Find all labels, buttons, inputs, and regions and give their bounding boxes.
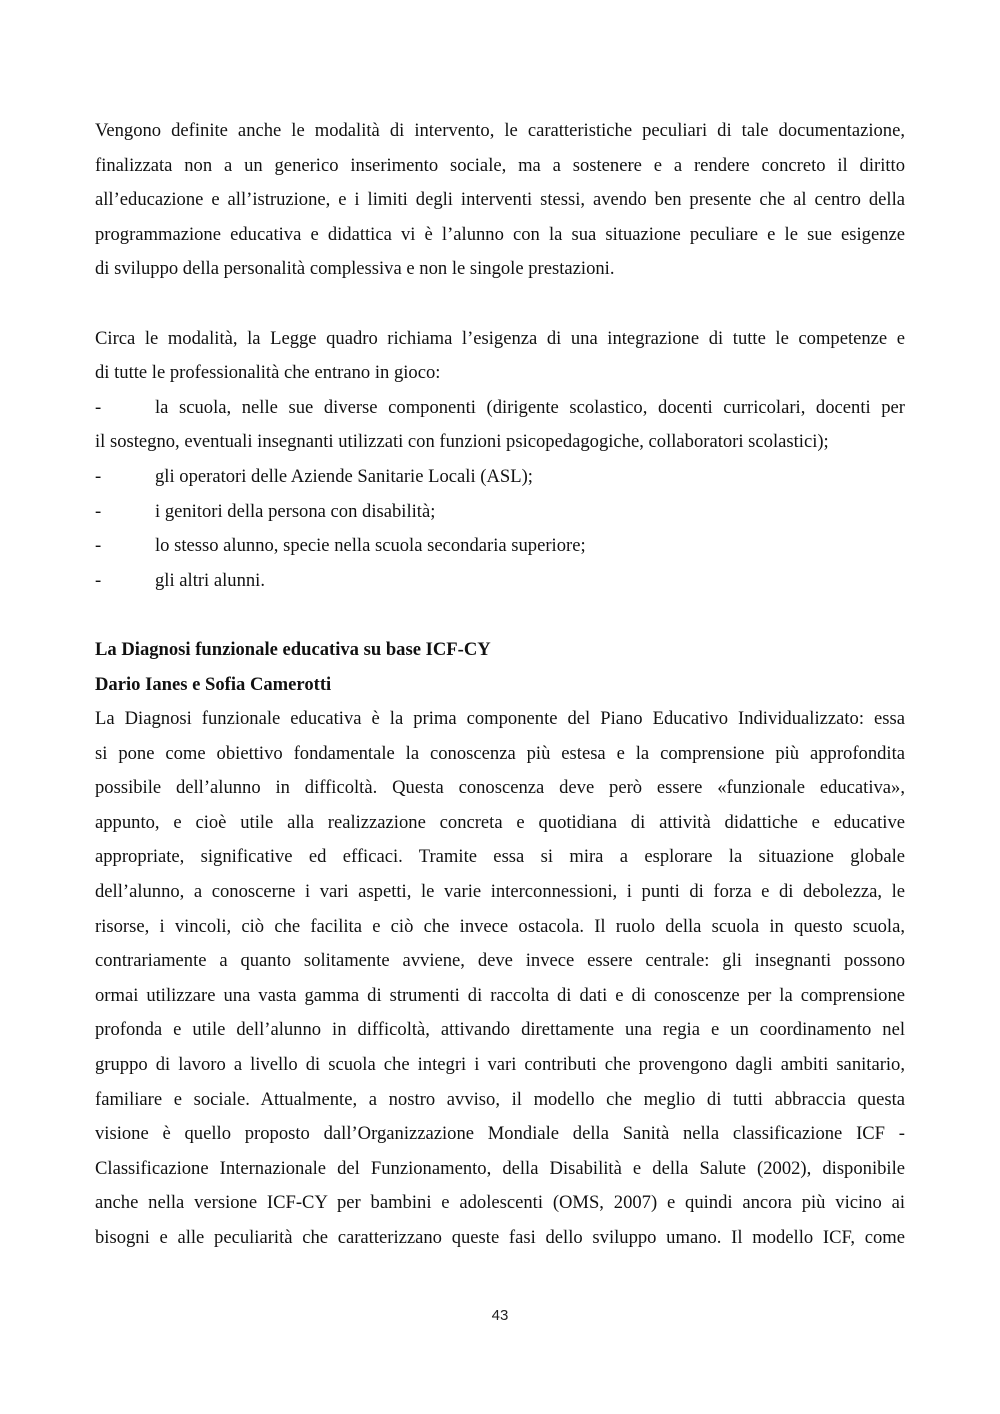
list-dash: - [95, 465, 102, 487]
text-line: familiare e sociale. Attualmente, a nostro avviso, il modello che meglio di tutti abbraccia questa [95, 1088, 905, 1110]
text-line: di tutte le professionalità che entrano in gioco: [95, 362, 441, 384]
text-line: Classificazione Internazionale del Funzionamento, della Disabilità e della Salute (2002), disponibile [95, 1157, 905, 1179]
text-line: ormai utilizzare una vasta gamma di strumenti di raccolta di dati e di conoscenze per la comprensione [95, 984, 905, 1006]
text-line: gruppo di lavoro a livello di scuola che integri i vari contributi che provengono dagli ambiti sanitario, [95, 1054, 905, 1076]
text-line: bisogni e alle peculiarità che caratterizzano queste fasi dello sviluppo umano. Il modello ICF, come [95, 1227, 905, 1248]
list-item-text: lo stesso alunno, specie nella scuola secondaria superiore; [155, 535, 586, 557]
list-dash: - [95, 535, 102, 557]
text-line: possibile dell’alunno in difficoltà. Questa conoscenza deve però essere «funzionale educativa», [95, 777, 905, 799]
text-line: programmazione educativa e didattica vi è l’alunno con la sua situazione peculiare e le sue esigenze [95, 223, 905, 245]
list-dash: - [95, 396, 102, 418]
list-item-text: gli operatori delle Aziende Sanitarie Locali (ASL); [155, 465, 533, 487]
section-authors: Dario Ianes e Sofia Camerotti [95, 673, 332, 695]
text-line: appropriate, significative ed efficaci. Tramite essa si mira a esplorare la situazione globale [95, 846, 905, 868]
list-item [95, 391, 905, 426]
text-line: visione è quello proposto dall’Organizzazione Mondiale della Sanità nella classificazione ICF - [95, 1123, 905, 1145]
text-line: all’educazione e all’istruzione, e i limiti degli interventi stessi, avendo ben presente che al centro della [95, 189, 905, 211]
text-line: contrariamente a quanto solitamente avviene, deve invece essere centrale: gli insegnanti possono [95, 950, 905, 972]
text-line: anche nella versione ICF-CY per bambini e adolescenti (OMS, 2007) e quindi ancora più vicino ai [95, 1192, 905, 1214]
text-line: di sviluppo della personalità complessiva e non le singole prestazioni. [95, 258, 615, 280]
paragraph-legge-quadro [95, 322, 905, 391]
list-item [95, 529, 905, 564]
list-item-text: i genitori della persona con disabilità; [155, 500, 436, 522]
paragraph-spacer [95, 287, 905, 322]
list-item-continuation: il sostegno, eventuali insegnanti utilizzati con funzioni psicopedagogiche, collaboratori scolastici); [95, 431, 829, 453]
section-diagnosi-funzionale [95, 633, 905, 1256]
section-paragraph [95, 702, 905, 1256]
text-line: dell’alunno, a conoscerne i vari aspetti, le varie interconnessioni, i punti di forza e di debolezza, le [95, 881, 905, 903]
document-body [95, 114, 905, 1256]
list-item-text: gli altri alunni. [155, 569, 265, 591]
text-line: si pone come obiettivo fondamentale la conoscenza più estesa e la comprensione più approfondita [95, 742, 905, 764]
list-item [95, 460, 905, 495]
text-line: Vengono definite anche le modalità di intervento, le caratteristiche peculiari di tale documentazione, [95, 120, 905, 141]
text-line: risorse, i vincoli, ciò che facilita e ciò che invece ostacola. Il ruolo della scuola in questo scuola, [95, 915, 905, 937]
section-title: La Diagnosi funzionale educativa su base ICF-CY [95, 638, 491, 660]
list-dash: - [95, 500, 102, 522]
text-line: La Diagnosi funzionale educativa è la prima componente del Piano Educativo Individualizzato: essa [95, 708, 905, 730]
paragraph-intervention-modes [95, 114, 905, 287]
page-number: 43 [491, 1307, 509, 1324]
text-line: finalizzata non a un generico inserimento sociale, ma a sostenere e a rendere concreto il diritto [95, 154, 905, 176]
text-line: appunto, e cioè utile alla realizzazione concreta e quotidiana di attività didattiche e educative [95, 811, 905, 833]
list-dash: - [95, 569, 102, 591]
list-item-text: la scuola, nelle sue diverse componenti (dirigente scolastico, docenti curricolari, docenti per [155, 396, 905, 418]
text-line: profonda e utile dell’alunno in difficoltà, attivando direttamente una regia e un coordinamento nel [95, 1019, 905, 1041]
list-item [95, 564, 905, 599]
paragraph-spacer [95, 598, 905, 633]
text-line: Circa le modalità, la Legge quadro richiama l’esigenza di una integrazione di tutte le competenze e [95, 327, 905, 349]
competences-list [95, 391, 905, 599]
list-item [95, 495, 905, 530]
